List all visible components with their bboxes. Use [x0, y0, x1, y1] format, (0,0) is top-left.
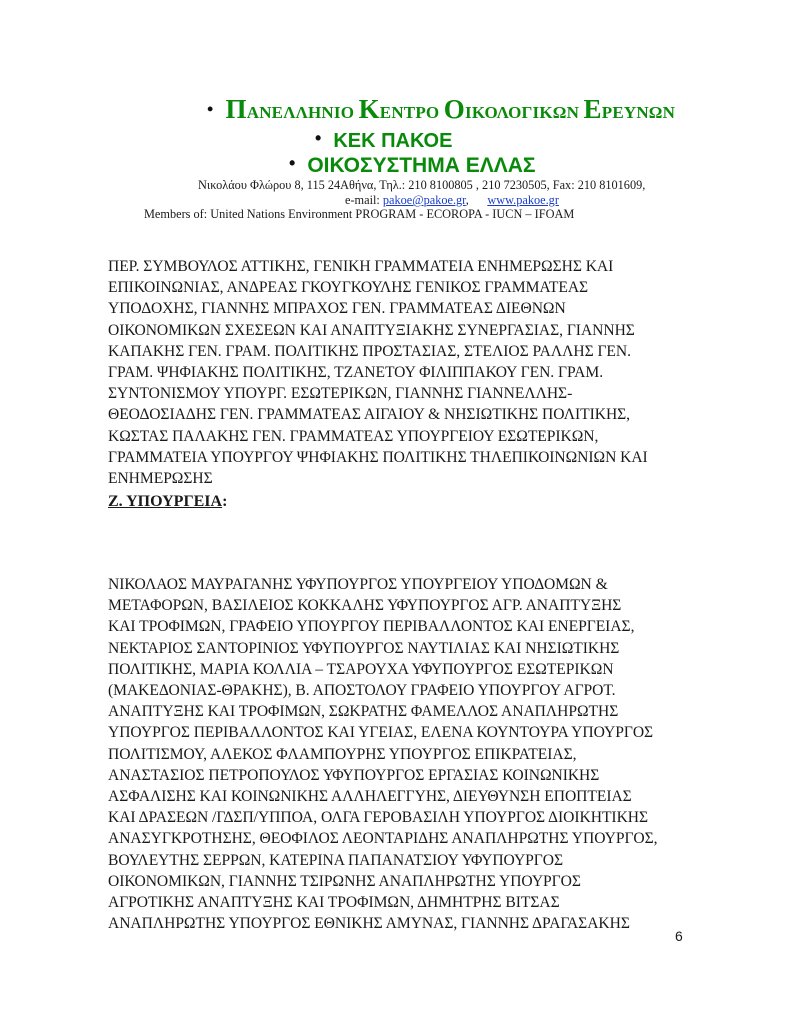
- text-line: ΠΕΡ. ΣΥΜΒΟΥΛΟΣ ΑΤΤΙΚΗΣ, ΓΕΝΙΚΗ ΓΡΑΜΜΑΤΕΙΑ ΕΝΗΜΕΡΩΣΗΣ ΚΑΙ: [108, 258, 614, 275]
- text-line: ΟΙΚΟΝΟΜΙΚΩΝ ΣΧΕΣΕΩΝ ΚΑΙ ΑΝΑΠΤΥΞΙΑΚΗΣ ΣΥΝΕΡΓΑΣΙΑΣ, ΓΙΑΝΝΗΣ: [108, 321, 635, 339]
- text-line: ΓΡΑΜ. ΨΗΦΙΑΚΗΣ ΠΟΛΙΤΙΚΗΣ, ΤΖΑΝΕΤΟΥ ΦΙΛΙΠΠΑΚΟΥ ΓΕΝ. ΓΡΑΜ.: [108, 364, 604, 382]
- org-subtitle-kek: [315, 128, 452, 153]
- section-heading-ministries: [108, 493, 227, 511]
- page-number: 6: [675, 928, 683, 944]
- bullet-icon: •: [315, 128, 322, 148]
- email-link[interactable]: pakoe@pakoe.gr: [382, 193, 466, 207]
- text-line: ΥΠΟΥΡΓΟΣ ΠΕΡΙΒΑΛΛΟΝΤΟΣ ΚΑΙ ΥΓΕΙΑΣ, ΕΛΕΝΑ ΚΟΥΝΤΟΥΡΑ ΥΠΟΥΡΓΟΣ: [108, 724, 654, 742]
- paragraph-secretariats: [108, 256, 648, 489]
- website-link[interactable]: www.pakoe.gr: [487, 193, 559, 207]
- org-initial: Κ: [358, 94, 380, 124]
- text-line: ΟΙΚΟΝΟΜΙΚΩΝ, ΓΙΑΝΝΗΣ ΤΣΙΡΩΝΗΣ ΑΝΑΠΛΗΡΩΤΗΣ ΥΠΟΥΡΓΟΣ: [108, 872, 581, 890]
- bullet-icon: •: [289, 153, 296, 173]
- text-line: ΝΕΚΤΑΡΙΟΣ ΣΑΝΤΟΡΙΝΙΟΣ ΥΦΥΠΟΥΡΓΟΣ ΝΑΥΤΙΛΙΑΣ ΚΑΙ ΝΗΣΙΩΤΙΚΗΣ: [108, 639, 620, 657]
- text-line: ΝΙΚΟΛΑΟΣ ΜΑΥΡΑΓΑΝΗΣ ΥΦΥΠΟΥΡΓΟΣ ΥΠΟΥΡΓΕΙΟΥ ΥΠΟΔΟΜΩΝ &: [108, 576, 608, 593]
- text-line: ΒΟΥΛΕΥΤΗΣ ΣΕΡΡΩΝ, ΚΑΤΕΡΙΝΑ ΠΑΠΑΝΑΤΣΙΟΥ ΥΦΥΠΟΥΡΓΟΣ: [108, 851, 564, 869]
- org-word: ΙΚΟΛΟΓΙΚΩΝ: [465, 103, 584, 122]
- text-line: ΕΝΗΜΕΡΩΣΗΣ: [108, 470, 213, 488]
- text-line: ΚΩΣΤΑΣ ΠΑΛΑΚΗΣ ΓΕΝ. ΓΡΑΜΜΑΤΕΑΣ ΥΠΟΥΡΓΕΙΟΥ ΕΣΩΤΕΡΙΚΩΝ,: [108, 427, 599, 445]
- org-subtitle-text: ΚΕΚ ΠΑΚΟΕ: [333, 130, 453, 152]
- text-line: ΑΝΑΠΛΗΡΩΤΗΣ ΥΠΟΥΡΓΟΣ ΕΘΝΙΚΗΣ ΑΜΥΝΑΣ, ΓΙΑΝΝΗΣ ΔΡΑΓΑΣΑΚΗΣ: [108, 915, 630, 933]
- text-line: ΚΑΠΑΚΗΣ ΓΕΝ. ΓΡΑΜ. ΠΟΛΙΤΙΚΗΣ ΠΡΟΣΤΑΣΙΑΣ, ΣΤΕΛΙΟΣ ΡΑΛΛΗΣ ΓΕΝ.: [108, 342, 631, 360]
- section-heading-text: Ζ. ΥΠΟΥΡΓΕΙΑ: [108, 493, 223, 510]
- members-line: Members of: United Nations Environment PROGRAM - ECOROPA - IUCN – IFOAM: [144, 207, 575, 221]
- contact-line: [345, 193, 559, 208]
- text-line: (ΜΑΚΕΔΟΝΙΑΣ-ΘΡΑΚΗΣ), Β. ΑΠΟΣΤΟΛΟΥ ΓΡΑΦΕΙΟ ΥΠΟΥΡΓΟΥ ΑΓΡΟΤ.: [108, 682, 616, 700]
- text-line: ΓΡΑΜΜΑΤΕΙΑ ΥΠΟΥΡΓΟΥ ΨΗΦΙΑΚΗΣ ΠΟΛΙΤΙΚΗΣ ΤΗΛΕΠΙΚΟΙΝΩΝΙΩΝ ΚΑΙ: [108, 448, 648, 466]
- org-subtitle-text: ΟΙΚΟΣΥΣΤΗΜΑ ΕΛΛΑΣ: [307, 154, 536, 177]
- bullet-icon: •: [207, 99, 214, 119]
- org-word: ΕΝΤΡΟ: [379, 103, 444, 122]
- text-line: ΑΝΑΣΥΓΚΡΟΤΗΣΗΣ, ΘΕΟΦΙΛΟΣ ΛΕΟΝΤΑΡΙΔΗΣ ΑΝΑΠΛΗΡΩΤΗΣ ΥΠΟΥΡΓΟΣ,: [108, 830, 658, 848]
- text-line: ΘΕΟΔΟΣΙΑΔΗΣ ΓΕΝ. ΓΡΑΜΜΑΤΕΑΣ ΑΙΓΑΙΟΥ & ΝΗΣΙΩΤΙΚΗΣ ΠΟΛΙΤΙΚΗΣ,: [108, 406, 631, 424]
- text-line: ΑΝΑΠΤΥΞΗΣ ΚΑΙ ΤΡΟΦΙΜΩΝ, ΣΩΚΡΑΤΗΣ ΦΑΜΕΛΛΟΣ ΑΝΑΠΛΗΡΩΤΗΣ: [108, 703, 619, 721]
- text-line: ΣΥΝΤΟΝΙΣΜΟΥ ΥΠΟΥΡΓ. ΕΣΩΤΕΡΙΚΩΝ, ΓΙΑΝΝΗΣ ΓΙΑΝΝΕΛΛΗΣ-: [108, 385, 573, 403]
- text-line: ΜΕΤΑΦΟΡΩΝ, ΒΑΣΙΛΕΙΟΣ ΚΟΚΚΑΛΗΣ ΥΦΥΠΟΥΡΓΟΣ ΑΓΡ. ΑΝΑΠΤΥΞΗΣ: [108, 597, 622, 615]
- section-heading-colon: :: [222, 493, 228, 510]
- text-line: ΑΓΡΟΤΙΚΗΣ ΑΝΑΠΤΥΞΗΣ ΚΑΙ ΤΡΟΦΙΜΩΝ, ΔΗΜΗΤΡΗΣ ΒΙΤΣΑΣ: [108, 894, 560, 912]
- text-line: ΕΠΙΚΟΙΝΩΝΙΑΣ, ΑΝΔΡΕΑΣ ΓΚΟΥΓΚΟΥΛΗΣ ΓΕΝΙΚΟΣ ΓΡΑΜΜΑΤΕΑΣ: [108, 279, 589, 297]
- separator: ,: [465, 193, 469, 207]
- text-line: ΥΠΟΔΟΧΗΣ, ΓΙΑΝΝΗΣ ΜΠΡΑΧΟΣ ΓΕΝ. ΓΡΑΜΜΑΤΕΑΣ ΔΙΕΘΝΩΝ: [108, 300, 566, 318]
- org-word: ΡΕΥΝΩΝ: [601, 103, 676, 122]
- address-line: Νικολάου Φλώρου 8, 115 24Αθήνα, Τηλ.: 210 8100805 , 210 7230505, Fax: 210 8101609,: [198, 178, 646, 192]
- org-initial: Ε: [583, 94, 602, 124]
- text-line: ΑΣΦΑΛΙΣΗΣ ΚΑΙ ΚΟΙΝΩΝΙΚΗΣ ΑΛΛΗΛΕΓΓΥΗΣ, ΔΙΕΥΘΥΝΣΗ ΕΠΟΠΤΕΙΑΣ: [108, 788, 632, 806]
- org-word: ΑΝΕΛΛΗΝΙΟ: [246, 103, 359, 122]
- paragraph-ministries: [108, 574, 658, 934]
- email-label: e-mail:: [345, 193, 383, 207]
- text-line: ΚΑΙ ΤΡΟΦΙΜΩΝ, ΓΡΑΦΕΙΟ ΥΠΟΥΡΓΟΥ ΠΕΡΙΒΑΛΛΟΝΤΟΣ ΚΑΙ ΕΝΕΡΓΕΙΑΣ,: [108, 618, 635, 636]
- org-initial: Ο: [443, 94, 465, 124]
- text-line: ΑΝΑΣΤΑΣΙΟΣ ΠΕΤΡΟΠΟΥΛΟΣ ΥΦΥΠΟΥΡΓΟΣ ΕΡΓΑΣΙΑΣ ΚΟΙΝΩΝΙΚΗΣ: [108, 766, 600, 784]
- text-line: ΚΑΙ ΔΡΑΣΕΩΝ /ΓΔΣΠ/ΥΠΠΟΑ, ΟΛΓΑ ΓΕΡΟΒΑΣΙΛΗ ΥΠΟΥΡΓΟΣ ΔΙΟΙΚΗΤΙΚΗΣ: [108, 809, 649, 827]
- text-line: ΠΟΛΙΤΙΣΜΟΥ, ΑΛΕΚΟΣ ΦΛΑΜΠΟΥΡΗΣ ΥΠΟΥΡΓΟΣ ΕΠΙΚΡΑΤΕΙΑΣ,: [108, 745, 577, 763]
- text-line: ΠΟΛΙΤΙΚΗΣ, ΜΑΡΙΑ ΚΟΛΛΙΑ – ΤΣΑΡΟΥΧΑ ΥΦΥΠΟΥΡΓΟΣ ΕΣΩΤΕΡΙΚΩΝ: [108, 660, 614, 678]
- org-subtitle-ecosystem: [289, 153, 536, 178]
- org-name: [207, 94, 675, 125]
- org-initial: Π: [225, 94, 247, 124]
